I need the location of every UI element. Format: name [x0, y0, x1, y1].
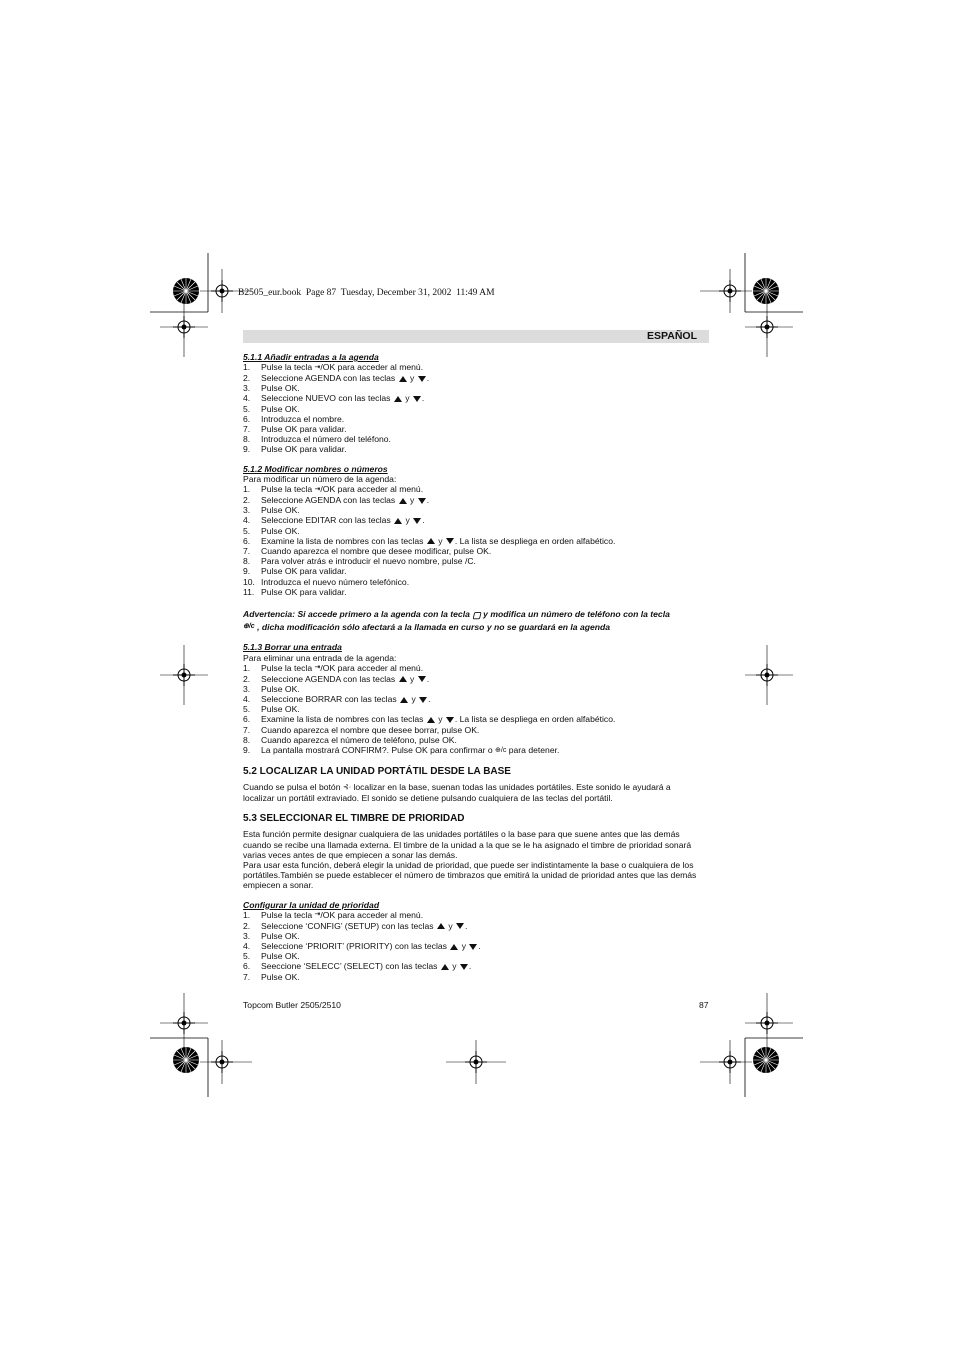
- redial-c-icon: ⊕/c: [495, 746, 507, 754]
- triangle-down-icon: [413, 396, 421, 402]
- triangle-down-icon: [456, 923, 464, 929]
- triangle-up-icon: [450, 944, 458, 950]
- list-item: 1. Pulse la tecla ⇥/OK para acceder al menú.: [243, 484, 424, 495]
- list-item: 3. Pulse OK.: [243, 683, 300, 694]
- list-item: 3. Pulse OK.: [243, 505, 300, 516]
- section-title-5-1-3: 5.1.3 Borrar una entrada: [243, 642, 342, 653]
- triangle-up-icon: [394, 518, 402, 524]
- triangle-down-icon: [469, 944, 477, 950]
- triangle-up-icon: [399, 498, 407, 504]
- paragraph-line: portátiles.También se puede establecer el número de timbrazos que emitirá la unidad de prioridad antes que las demás: [243, 870, 697, 881]
- section-intro: Para eliminar una entrada de la agenda:: [243, 652, 397, 663]
- triangle-up-icon: [427, 717, 435, 723]
- section-title-5-2: 5.2 LOCALIZAR LA UNIDAD PORTÁTIL DESDE LA BASE: [243, 765, 511, 777]
- triangle-down-icon: [460, 964, 468, 970]
- triangle-down-icon: [418, 498, 426, 504]
- list-item: 1. Pulse la tecla ⇥/OK para acceder al menú.: [243, 662, 424, 673]
- triangle-down-icon: [419, 697, 427, 703]
- list-item: 9. Pulse OK para validar.: [243, 444, 347, 455]
- list-item: 4. Seleccione EDITAR con las teclas y .: [243, 515, 425, 526]
- paragraph-line: Cuando se pulsa el botón ⊰· localizar en la base, suenan todas las unidades portátiles. Este sonido le ayudará a: [243, 782, 671, 793]
- steps-5-1-2: [243, 484, 713, 597]
- list-item: 11. Pulse OK para validar.: [243, 586, 347, 597]
- triangle-down-icon: [413, 518, 421, 524]
- list-item: 7. Cuando aparezca el nombre que desee borrar, pulse OK.: [243, 724, 480, 735]
- book-file-info: B2505_eur.book Page 87 Tuesday, December 31, 2002 11:49 AM: [238, 288, 495, 298]
- list-item: 5. Pulse OK.: [243, 403, 300, 414]
- list-item: 6. Examine la lista de nombres con las teclas y . La lista se despliega en orden alfabético.: [243, 535, 616, 546]
- list-item: 3. Pulse OK.: [243, 930, 300, 941]
- menu-arrow-icon: ⇥: [314, 485, 321, 493]
- menu-arrow-icon: ⇥: [314, 911, 321, 919]
- language-label: ESPAÑOL: [647, 330, 697, 342]
- triangle-up-icon: [399, 376, 407, 382]
- warning-note: Advertencia: Si accede primero a la agenda con la tecla ▢ y modifica un número de teléfono con la tecla ⊕/c , dicha modificación sólo afectará a la llamada en curso y no se guardará en la agenda: [243, 608, 670, 632]
- paragraph-line: varias veces antes de que empiecen a sonar las demás.: [243, 849, 458, 860]
- list-item: 6. Introduzca el nombre.: [243, 413, 345, 424]
- paragraph-line: empiecen a sonar.: [243, 880, 314, 891]
- list-item: 5. Pulse OK.: [243, 525, 300, 536]
- list-item: 6. Examine la lista de nombres con las teclas y . La lista se despliega en orden alfabético.: [243, 714, 616, 725]
- list-item: 5. Pulse OK.: [243, 951, 300, 962]
- section-title-5-3: 5.3 SELECCIONAR EL TIMBRE DE PRIORIDAD: [243, 813, 465, 825]
- steps-5-1-1: [243, 362, 713, 454]
- list-item: 2. Seleccione AGENDA con las teclas y .: [243, 373, 430, 384]
- list-item: 10. Introduzca el nuevo número telefónico.: [243, 576, 410, 587]
- list-item: 5. Pulse OK.: [243, 704, 300, 715]
- list-item: 8. Cuando aparezca el número de teléfono, pulse OK.: [243, 734, 457, 745]
- triangle-up-icon: [394, 396, 402, 402]
- triangle-down-icon: [446, 538, 454, 544]
- triangle-up-icon: [427, 538, 435, 544]
- list-item: 2. Seleccione AGENDA con las teclas y .: [243, 673, 430, 684]
- list-item: 3. Pulse OK.: [243, 383, 300, 394]
- book-icon: ▢: [472, 609, 481, 620]
- list-item: 2. Seleccione ‘CONFIG’ (SETUP) con las teclas y .: [243, 920, 468, 931]
- triangle-up-icon: [399, 676, 407, 682]
- list-item: 9. La pantalla mostrará CONFIRM?. Pulse OK para confirmar o ⊕/c para detener.: [243, 745, 560, 756]
- paragraph-line: Para usar esta función, deberá elegir la unidad de prioridad, que puede ser indistintamente la base o cualquiera de los: [243, 859, 694, 870]
- triangle-up-icon: [400, 697, 408, 703]
- subsection-title-priority: Configurar la unidad de prioridad: [243, 899, 380, 910]
- section-title-5-1-1: 5.1.1 Añadir entradas a la agenda: [243, 352, 379, 362]
- list-item: 1. Pulse la tecla ⇥/OK para acceder al menú.: [243, 909, 424, 920]
- menu-arrow-icon: ⇥: [314, 363, 321, 371]
- triangle-down-icon: [418, 376, 426, 382]
- triangle-down-icon: [418, 676, 426, 682]
- list-item: 7. Pulse OK.: [243, 971, 300, 982]
- list-item: 6. Seeccione ‘SELECC’ (SELECT) con las teclas y .: [243, 961, 472, 972]
- steps-5-3: [243, 910, 713, 982]
- list-item: 4. Seleccione ‘PRIORIT’ (PRIORITY) con las teclas y .: [243, 940, 481, 951]
- list-item: 4. Seleccione BORRAR con las teclas y .: [243, 694, 431, 705]
- list-item: 2. Seleccione AGENDA con las teclas y .: [243, 494, 430, 505]
- page-number: 87: [699, 1000, 709, 1010]
- paragraph-line: localizar un portátil extraviado. El sonido se detiene pulsando cualquiera de las teclas del portátil.: [243, 792, 613, 803]
- list-item: 7. Pulse OK para validar.: [243, 424, 347, 435]
- section-intro: Para modificar un número de la agenda:: [243, 473, 397, 484]
- list-item: 8. Para volver atrás e introducir el nuevo nombre, pulse /C.: [243, 556, 476, 567]
- footer-product-name: Topcom Butler 2505/2510: [243, 1000, 341, 1010]
- steps-5-1-3: [243, 663, 713, 756]
- redial-c-icon: ⊕/c: [243, 623, 255, 631]
- triangle-down-icon: [446, 717, 454, 723]
- list-item: 7. Cuando aparezca el nombre que desee modificar, pulse OK.: [243, 545, 492, 556]
- triangle-up-icon: [441, 964, 449, 970]
- list-item: 4. Seleccione NUEVO con las teclas y .: [243, 393, 425, 404]
- paragraph-line: cuando se recibe una llamada externa. El timbre de la unidad a la que se le ha asignado el timbre de prioridad sonará: [243, 839, 692, 850]
- paging-icon: ⊰·: [342, 783, 352, 791]
- paragraph-line: Esta función permite designar cualquiera de las unidades portátiles o la base para que suene antes que las demás: [243, 829, 680, 840]
- triangle-up-icon: [437, 923, 445, 929]
- page-content: [243, 352, 713, 982]
- list-item: 8. Introduzca el número del teléfono.: [243, 434, 391, 445]
- menu-arrow-icon: ⇥: [314, 664, 321, 672]
- section-title-5-1-2: 5.1.2 Modificar nombres o números: [243, 463, 388, 474]
- list-item: 1. Pulse la tecla ⇥/OK para acceder al menú.: [243, 362, 424, 373]
- language-header-bar: [243, 330, 709, 343]
- list-item: 9. Pulse OK para validar.: [243, 566, 347, 577]
